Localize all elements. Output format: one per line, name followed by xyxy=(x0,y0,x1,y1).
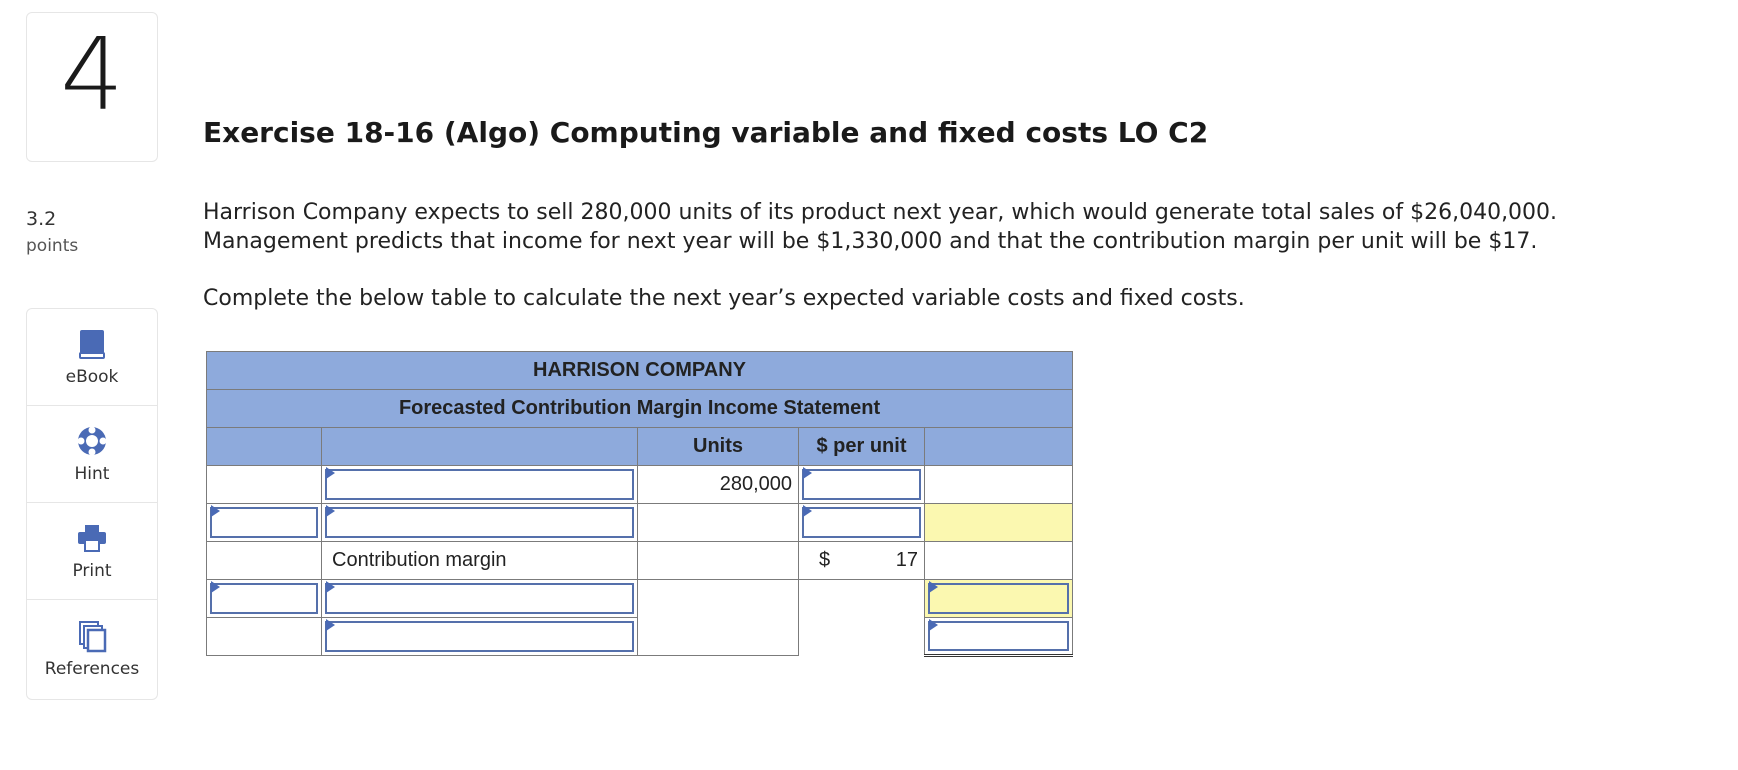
row1-per-unit-input[interactable] xyxy=(799,466,925,504)
question-number-box xyxy=(26,12,158,162)
print-label: Print xyxy=(72,561,112,581)
header-blank-3 xyxy=(925,428,1073,466)
ebook-button[interactable] xyxy=(27,309,157,406)
instructions: Complete the below table to calculate the next year’s expected variable costs and fixed costs. xyxy=(203,286,1245,311)
description-line-2: Management predicts that income for next year will be $1,330,000 and that the contribution margin per unit will be $17. xyxy=(203,229,1538,254)
exercise-title: Exercise 18-16 (Algo) Computing variable and fixed costs LO C2 xyxy=(203,116,1209,149)
static-cell xyxy=(207,542,322,580)
row2-per-unit-input[interactable] xyxy=(799,504,925,542)
static-cell xyxy=(925,466,1073,504)
static-cell xyxy=(638,504,799,542)
header-blank-1 xyxy=(207,428,322,466)
table-row xyxy=(207,542,1073,580)
row5-amount-input[interactable] xyxy=(925,618,1073,656)
row5-label-input[interactable] xyxy=(322,618,638,656)
table-row xyxy=(207,504,1073,542)
row2-sign-input[interactable] xyxy=(207,504,322,542)
units-value: 280,000 xyxy=(638,466,799,504)
currency-symbol: $ xyxy=(819,549,831,571)
row4-label-input[interactable] xyxy=(322,580,638,618)
description-line-1: Harrison Company expects to sell 280,000 units of its product next year, which would generate total sales of $26,040,000. xyxy=(203,200,1558,225)
book-icon xyxy=(75,327,109,361)
hint-button[interactable] xyxy=(27,406,157,503)
print-button[interactable] xyxy=(27,503,157,600)
static-cell xyxy=(638,580,799,656)
row1-label-input[interactable] xyxy=(322,466,638,504)
row4-sign-input[interactable] xyxy=(207,580,322,618)
table-row xyxy=(207,580,1073,618)
tools-panel xyxy=(26,308,158,700)
printer-icon xyxy=(75,521,109,555)
problem-description xyxy=(203,198,1557,256)
points-label: points xyxy=(26,236,79,256)
row2-label-input[interactable] xyxy=(322,504,638,542)
row4-amount-input[interactable] xyxy=(925,580,1073,618)
contribution-margin-label: Contribution margin xyxy=(322,542,638,580)
question-number: 4 xyxy=(60,16,124,133)
income-statement-table xyxy=(206,351,1073,657)
hint-label: Hint xyxy=(74,464,110,484)
static-cell xyxy=(207,618,322,656)
contribution-margin-per-unit xyxy=(799,542,925,580)
table-row xyxy=(207,466,1073,504)
header-row-company xyxy=(207,352,1073,390)
static-cell xyxy=(638,542,799,580)
ebook-label: eBook xyxy=(65,367,119,387)
static-cell xyxy=(925,542,1073,580)
references-label: References xyxy=(44,658,140,679)
header-blank-2 xyxy=(322,428,638,466)
units-column-header: Units xyxy=(638,428,799,466)
company-name: HARRISON COMPANY xyxy=(207,352,1073,390)
statement-title: Forecasted Contribution Margin Income Statement xyxy=(207,390,1073,428)
contribution-margin-value: 17 xyxy=(895,549,918,571)
row2-total-cell xyxy=(925,504,1073,542)
per-unit-column-header: $ per unit xyxy=(799,428,925,466)
lifebuoy-icon xyxy=(75,424,109,458)
points-value: 3.2 xyxy=(26,208,57,230)
static-cell xyxy=(799,580,925,656)
header-row-columns xyxy=(207,428,1073,466)
header-row-title xyxy=(207,390,1073,428)
documents-icon xyxy=(75,619,109,653)
static-cell xyxy=(207,466,322,504)
references-button[interactable] xyxy=(27,600,157,697)
